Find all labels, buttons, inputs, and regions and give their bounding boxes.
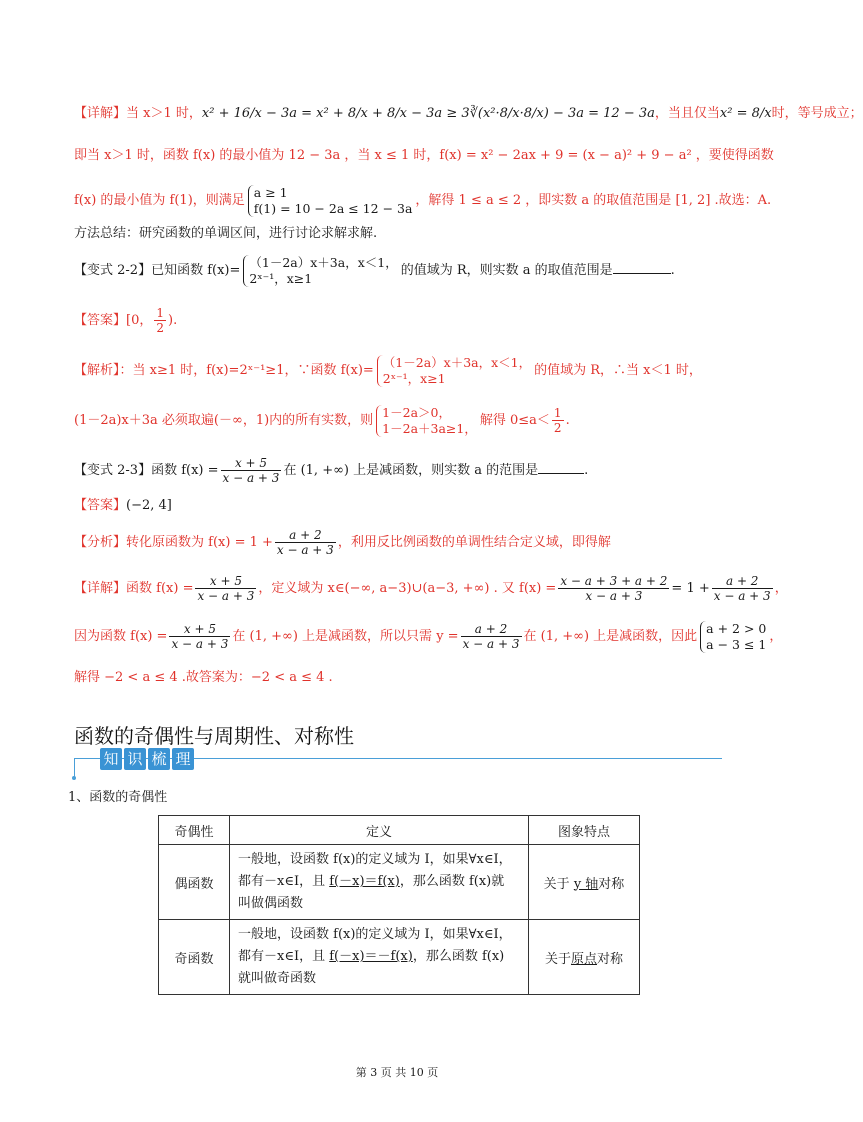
denominator: x − a + 3 [713,589,771,603]
banner-char: 识 [124,748,146,770]
underlined-feature: y 轴 [573,876,599,892]
detail-text: 函数 f(x) = [126,581,194,596]
piecewise-function [243,255,397,287]
period: . [670,263,675,278]
inequality-system [700,621,766,653]
period: . [584,463,589,478]
definition-text: 都有－x∈I，且 [238,949,330,964]
banner-tick [74,758,75,778]
definition-text: ，那么函数 f(x)就 [399,874,505,889]
feature-text: 关于 [544,951,571,967]
detail-2-3-line-2 [74,620,783,654]
denominator: x − a + 3 [585,589,643,603]
banner-char: 梳 [148,748,170,770]
reciprocal-fraction [461,622,522,651]
definition-line [238,871,520,893]
detail-line-2 [74,146,774,166]
detail-text: ，定义域为 x∈(−∞, a−3)∪(a−3, +∞) . 又 f(x) = [258,581,557,596]
detail-text: 即当 x＞1 时，函数 f(x) 的最小值为 12 − 3a ，当 x ≤ 1 时，f(x) = x² − 2ax + 9 = (x − a)² + 9 − a² ，要使得函数 [74,148,774,163]
equals-one-plus: = 1 + [671,581,710,596]
variant-label: 【变式 2-3】函数 f(x) = [74,463,219,478]
answer-2-3 [74,496,728,516]
inequality-1: 1－2a＞0， [382,404,451,420]
detail-text: ，解得 1 ≤ a ≤ 2 ，即实数 a 的取值范围是 [1, 2] .故选：A. [415,193,772,208]
banner-char: 知 [100,748,122,770]
denominator: x − a + 3 [462,637,520,651]
numerator: 1 [553,406,562,420]
denominator: x − a + 3 [222,471,280,485]
variant-2-3 [74,454,728,488]
detail-tag: 【详解】 [74,581,127,596]
detail-text: 在 (1, +∞) 上是减函数，因此 [523,629,698,644]
answer-tag: 【答案】 [74,498,127,513]
case-1: （1－2a）x＋3a，x＜1， [249,254,398,270]
section-title: 函数的奇偶性与周期性、对称性 [74,724,354,748]
condition-system [248,185,413,217]
row-definition [230,920,529,995]
expanded-fraction [558,574,669,603]
numerator: x + 5 [169,622,230,637]
row-name: 奇函数 [159,920,230,995]
banner-dot [72,776,76,780]
detail-text: 因为函数 f(x) = [74,629,168,644]
case-2: 2ˣ⁻¹，x≥1 [382,370,446,386]
question-text: 的值域为 R，则实数 a 的取值范围是 [400,263,613,278]
transformed-fraction [275,528,336,557]
function-fraction [221,456,282,485]
detail-tag: 【详解】 [74,106,127,121]
feature-text: 关于 [543,876,574,892]
comma: ， [769,629,783,644]
row-name: 偶函数 [159,845,230,920]
knowledge-banner [100,748,194,770]
denominator: 2 [553,421,562,435]
answer-value: (−2, 4] [126,498,172,513]
definition-line: 一般地，设函数 f(x)的定义域为 I，如果∀x∈I， [238,852,512,867]
table-row-even [159,845,640,920]
header-definition: 定义 [230,816,529,845]
denominator: x − a + 3 [276,543,334,557]
variant-label: 【变式 2-2】已知函数 f(x)= [74,263,241,278]
function-fraction [169,622,230,651]
page-footer: 第 3 页 共 10 页 [355,1066,439,1079]
detail-text: ，当且仅当 [654,106,720,121]
variant-2-2 [74,254,728,288]
answer-tag: 【答案】 [74,313,127,328]
row-definition [230,845,529,920]
parity-table [158,815,640,995]
denominator: x − a + 3 [171,637,229,651]
numerator: a + 2 [275,528,336,543]
detail-line-1 [74,104,863,124]
underlined-feature: 原点 [570,951,597,967]
numerator: x + 5 [221,456,282,471]
solution-text: ：当 x≥1 时，f(x)=2ˣ⁻¹≥1，∵函数 f(x)= [119,363,374,378]
detail-text: f(x) 的最小值为 f(1)，则满足 [74,193,245,208]
numerator: a + 2 [461,622,522,637]
numerator: a + 2 [712,574,773,589]
numerator: x + 5 [195,574,256,589]
analysis-2-3 [74,526,728,560]
detail-text: 时，等号成立； [771,106,863,121]
solution-2-2-line-2 [74,404,728,438]
row-feature [529,845,640,920]
analysis-text: ，利用反比例函数的单调性结合定义域，即得解 [337,535,611,550]
numerator: x − a + 3 + a + 2 [560,574,668,588]
item-heading: 1、函数的奇偶性 [68,790,168,805]
feature-text: 对称 [597,951,624,967]
solution-2-2-line-1 [74,354,728,388]
condition-1: a ≥ 1 [253,184,288,200]
denominator: 2 [156,321,164,335]
feature-text: 对称 [598,876,625,892]
answer-2-2 [74,306,728,336]
inequality-system [376,405,477,437]
comma: ， [774,581,788,596]
definition-line: 叫做偶函数 [238,896,304,911]
inequality-2: a − 3 ≤ 1 [706,636,767,652]
case-2: 2ˣ⁻¹，x≥1 [249,270,313,286]
row-feature [529,920,640,995]
inequality-1: a + 2 > 0 [706,620,767,636]
answer-blank [613,259,671,274]
function-fraction [195,574,256,603]
solution-tag: 【解析】 [74,363,120,378]
banner-char: 理 [172,748,194,770]
method-summary: 方法总结：研究函数的单调区间，进行讨论求解求解. [74,226,378,241]
analysis-text: 转化原函数为 f(x) = 1 + [126,535,273,550]
definition-text: 都有－x∈I，且 [238,874,330,889]
fraction-half [154,306,166,335]
detail-line-3 [74,184,772,218]
definition-line: 就叫做奇函数 [238,971,317,986]
denominator: x − a + 3 [197,589,255,603]
table-header-row [159,816,640,845]
solution-text: 的值域为 R，∴当 x＜1 时， [534,363,702,378]
underlined-condition: f(－x)＝－f(x) [329,949,413,964]
transformed-fraction [712,574,773,603]
header-parity: 奇偶性 [159,816,230,845]
definition-line: 一般地，设函数 f(x)的定义域为 I，如果∀x∈I， [238,927,512,942]
detail-text: 在 (1, +∞) 上是减函数，所以只需 y = [232,629,459,644]
detail-2-3-line-3: 解得 −2 < a ≤ 4 .故答案为：−2 < a ≤ 4 . [74,670,333,685]
detail-text: 当 x＞1 时， [126,106,202,121]
numerator: 1 [156,306,164,320]
analysis-tag: 【分析】 [74,535,127,550]
question-text: 在 (1, +∞) 上是减函数，则实数 a 的范围是 [283,463,539,478]
period: . [565,413,570,428]
header-graph-feature: 图象特点 [529,816,640,845]
definition-line [238,946,520,968]
piecewise-function [377,355,531,387]
underlined-condition: f(－x)＝f(x) [329,874,400,889]
detail-2-3-line-1 [74,572,788,606]
solution-text: 解得 0≤a＜ [479,413,550,428]
answer-text: [0， [126,313,153,328]
equality-condition: x² = 8/x [719,106,772,121]
definition-text: ，那么函数 f(x) [412,949,505,964]
case-1: （1－2a）x＋3a，x＜1， [382,354,532,370]
fraction-half [552,406,564,435]
solution-text: (1－2a)x＋3a 必须取遍(－∞，1)内的所有实数，则 [74,413,374,428]
am-gm-expression: x² + 16/x − 3a = x² + 8/x + 8/x − 3a ≥ 3∛(x²·8/x·8/x) − 3a = 12 − 3a [201,106,655,121]
answer-text: ). [168,313,178,328]
condition-2: f(1) = 10 − 2a ≤ 12 − 3a [253,200,413,216]
inequality-2: 1－2a＋3a≥1， [382,420,477,436]
answer-blank [538,459,584,474]
table-row-odd [159,920,640,995]
